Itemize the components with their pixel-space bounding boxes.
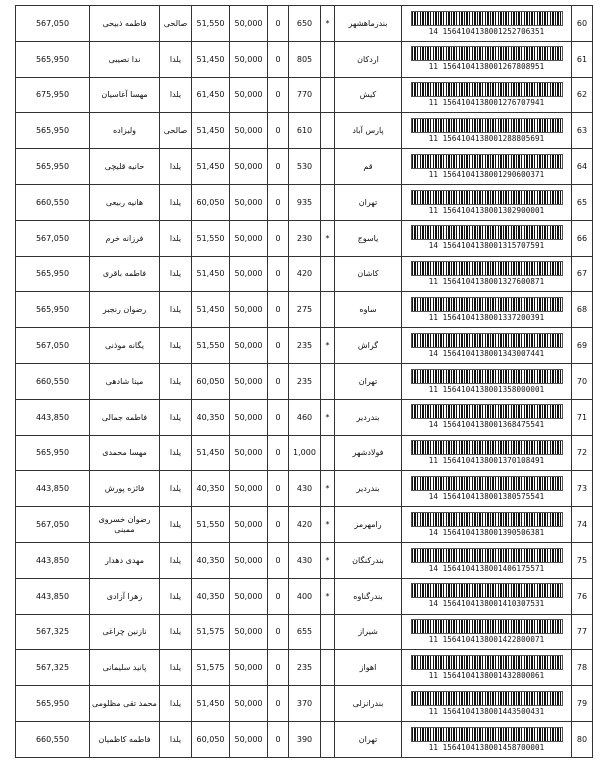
row-number-cell: 61 bbox=[572, 41, 593, 77]
recipient-name-cell: نازنین چراغی bbox=[90, 614, 160, 650]
flag-mark-cell: * bbox=[321, 471, 335, 507]
barcode-number: 1564104138001380575541 14 bbox=[428, 491, 545, 501]
type-label-cell: یلدا bbox=[160, 184, 192, 220]
amount-cell: 443,850 bbox=[16, 471, 90, 507]
amount-cell: 567,050 bbox=[16, 507, 90, 543]
barcode-cell bbox=[402, 41, 572, 77]
type-label-cell: یلدا bbox=[160, 220, 192, 256]
city-cell: بندرگناوه bbox=[335, 578, 402, 614]
barcode-cell bbox=[402, 542, 572, 578]
city-cell: فولادشهر bbox=[335, 435, 402, 471]
city-cell: کیش bbox=[335, 77, 402, 113]
barcode-icon bbox=[411, 691, 563, 706]
barcode-icon bbox=[411, 619, 563, 634]
quantity-cell: 655 bbox=[289, 614, 321, 650]
quantity-cell: 275 bbox=[289, 292, 321, 328]
barcode-cell bbox=[402, 363, 572, 399]
amount-cell: 565,950 bbox=[16, 292, 90, 328]
row-number-cell: 74 bbox=[572, 507, 593, 543]
zero-value-cell: 0 bbox=[268, 292, 289, 328]
zero-value-cell: 0 bbox=[268, 363, 289, 399]
zero-value-cell: 0 bbox=[268, 686, 289, 722]
subtotal-cell: 51,450 bbox=[192, 256, 230, 292]
row-number-cell: 69 bbox=[572, 328, 593, 364]
barcode-number: 1564104138001343007441 14 bbox=[428, 348, 545, 358]
base-amount-cell: 50,000 bbox=[230, 686, 268, 722]
row-number-cell: 75 bbox=[572, 542, 593, 578]
amount-cell: 567,325 bbox=[16, 614, 90, 650]
base-amount-cell: 50,000 bbox=[230, 399, 268, 435]
city-cell: بندرماهشهر bbox=[335, 6, 402, 42]
zero-value-cell: 0 bbox=[268, 220, 289, 256]
type-label-cell: یلدا bbox=[160, 399, 192, 435]
table-row bbox=[16, 399, 593, 435]
barcode-icon bbox=[411, 11, 563, 26]
row-number-cell: 70 bbox=[572, 363, 593, 399]
recipient-name-cell: رضوان خسروی ممبنی bbox=[90, 507, 160, 543]
recipient-name-cell: فائزه پورش bbox=[90, 471, 160, 507]
row-number-cell: 72 bbox=[572, 435, 593, 471]
recipient-name-cell: پانید سلیمانی bbox=[90, 650, 160, 686]
city-cell: شیراز bbox=[335, 614, 402, 650]
city-cell: بندرانزلی bbox=[335, 686, 402, 722]
barcode-cell bbox=[402, 6, 572, 42]
base-amount-cell: 50,000 bbox=[230, 650, 268, 686]
base-amount-cell: 50,000 bbox=[230, 721, 268, 757]
barcode-icon bbox=[411, 655, 563, 670]
recipient-name-cell: مهسا آغاسیان bbox=[90, 77, 160, 113]
flag-mark-cell: * bbox=[321, 6, 335, 42]
city-cell: یاسوج bbox=[335, 220, 402, 256]
barcode-cell bbox=[402, 328, 572, 364]
recipient-name-cell: هانیه ربیعی bbox=[90, 184, 160, 220]
type-label-cell: یلدا bbox=[160, 471, 192, 507]
amount-cell: 660,550 bbox=[16, 721, 90, 757]
recipient-name-cell: فاطمه ذبیحی bbox=[90, 6, 160, 42]
zero-value-cell: 0 bbox=[268, 721, 289, 757]
barcode-icon bbox=[411, 261, 563, 276]
row-number-cell: 60 bbox=[572, 6, 593, 42]
base-amount-cell: 50,000 bbox=[230, 507, 268, 543]
table-row bbox=[16, 184, 593, 220]
amount-cell: 660,550 bbox=[16, 363, 90, 399]
flag-mark-cell bbox=[321, 41, 335, 77]
table-row bbox=[16, 6, 593, 42]
flag-mark-cell: * bbox=[321, 578, 335, 614]
city-cell: تهران bbox=[335, 721, 402, 757]
base-amount-cell: 50,000 bbox=[230, 328, 268, 364]
row-number-cell: 77 bbox=[572, 614, 593, 650]
subtotal-cell: 51,450 bbox=[192, 292, 230, 328]
quantity-cell: 390 bbox=[289, 721, 321, 757]
subtotal-cell: 40,350 bbox=[192, 399, 230, 435]
amount-cell: 567,325 bbox=[16, 650, 90, 686]
flag-mark-cell bbox=[321, 721, 335, 757]
flag-mark-cell bbox=[321, 77, 335, 113]
zero-value-cell: 0 bbox=[268, 542, 289, 578]
base-amount-cell: 50,000 bbox=[230, 220, 268, 256]
table-row bbox=[16, 542, 593, 578]
recipient-name-cell: محمد تقی مظلومی bbox=[90, 686, 160, 722]
recipient-name-cell: رضوان رنجبر bbox=[90, 292, 160, 328]
subtotal-cell: 61,450 bbox=[192, 77, 230, 113]
barcode-number: 1564104138001422800071 11 bbox=[428, 635, 545, 645]
barcode-cell bbox=[402, 721, 572, 757]
type-label-cell: یلدا bbox=[160, 149, 192, 185]
base-amount-cell: 50,000 bbox=[230, 184, 268, 220]
amount-cell: 660,550 bbox=[16, 184, 90, 220]
barcode-icon bbox=[411, 46, 563, 61]
subtotal-cell: 60,050 bbox=[192, 363, 230, 399]
quantity-cell: 430 bbox=[289, 471, 321, 507]
amount-cell: 565,950 bbox=[16, 686, 90, 722]
zero-value-cell: 0 bbox=[268, 399, 289, 435]
barcode-icon bbox=[411, 369, 563, 384]
city-cell: تهران bbox=[335, 363, 402, 399]
city-cell: اهواز bbox=[335, 650, 402, 686]
subtotal-cell: 51,450 bbox=[192, 435, 230, 471]
table-row bbox=[16, 328, 593, 364]
base-amount-cell: 50,000 bbox=[230, 113, 268, 149]
barcode-number: 1564104138001290600371 11 bbox=[428, 169, 545, 179]
table-row bbox=[16, 614, 593, 650]
zero-value-cell: 0 bbox=[268, 471, 289, 507]
quantity-cell: 400 bbox=[289, 578, 321, 614]
recipient-name-cell: یگانه موذنی bbox=[90, 328, 160, 364]
type-label-cell: یلدا bbox=[160, 507, 192, 543]
base-amount-cell: 50,000 bbox=[230, 256, 268, 292]
amount-cell: 443,850 bbox=[16, 399, 90, 435]
type-label-cell: یلدا bbox=[160, 363, 192, 399]
amount-cell: 567,050 bbox=[16, 328, 90, 364]
barcode-cell bbox=[402, 686, 572, 722]
amount-cell: 565,950 bbox=[16, 435, 90, 471]
table-body bbox=[16, 6, 593, 758]
amount-cell: 565,950 bbox=[16, 256, 90, 292]
barcode-number: 1564104138001337200391 11 bbox=[428, 312, 545, 322]
recipient-name-cell: حانیه قلیچی bbox=[90, 149, 160, 185]
city-cell: گراش bbox=[335, 328, 402, 364]
row-number-cell: 76 bbox=[572, 578, 593, 614]
barcode-cell bbox=[402, 507, 572, 543]
quantity-cell: 230 bbox=[289, 220, 321, 256]
subtotal-cell: 51,550 bbox=[192, 220, 230, 256]
quantity-cell: 770 bbox=[289, 77, 321, 113]
quantity-cell: 530 bbox=[289, 149, 321, 185]
recipient-name-cell: مهدی دهدار bbox=[90, 542, 160, 578]
row-number-cell: 62 bbox=[572, 77, 593, 113]
flag-mark-cell bbox=[321, 113, 335, 149]
barcode-number: 1564104138001276707941 11 bbox=[428, 98, 545, 108]
quantity-cell: 370 bbox=[289, 686, 321, 722]
quantity-cell: 1,000 bbox=[289, 435, 321, 471]
quantity-cell: 235 bbox=[289, 328, 321, 364]
subtotal-cell: 51,450 bbox=[192, 41, 230, 77]
recipient-name-cell: مهسا محمدی bbox=[90, 435, 160, 471]
barcode-cell bbox=[402, 578, 572, 614]
table-row bbox=[16, 363, 593, 399]
barcode-icon bbox=[411, 512, 563, 527]
row-number-cell: 79 bbox=[572, 686, 593, 722]
barcode-cell bbox=[402, 184, 572, 220]
row-number-cell: 63 bbox=[572, 113, 593, 149]
city-cell: پارس آباد bbox=[335, 113, 402, 149]
city-cell: بندرکنگان bbox=[335, 542, 402, 578]
base-amount-cell: 50,000 bbox=[230, 435, 268, 471]
recipient-name-cell: زهرا آزادی bbox=[90, 578, 160, 614]
flag-mark-cell: * bbox=[321, 399, 335, 435]
type-label-cell: یلدا bbox=[160, 77, 192, 113]
amount-cell: 443,850 bbox=[16, 542, 90, 578]
base-amount-cell: 50,000 bbox=[230, 77, 268, 113]
zero-value-cell: 0 bbox=[268, 578, 289, 614]
flag-mark-cell bbox=[321, 435, 335, 471]
base-amount-cell: 50,000 bbox=[230, 614, 268, 650]
table-row bbox=[16, 77, 593, 113]
table-row bbox=[16, 256, 593, 292]
subtotal-cell: 60,050 bbox=[192, 184, 230, 220]
barcode-number: 1564104138001315707591 14 bbox=[428, 241, 545, 251]
quantity-cell: 235 bbox=[289, 650, 321, 686]
subtotal-cell: 51,550 bbox=[192, 507, 230, 543]
subtotal-cell: 40,350 bbox=[192, 578, 230, 614]
barcode-icon bbox=[411, 82, 563, 97]
barcode-number: 1564104138001458700001 11 bbox=[428, 742, 545, 752]
type-label-cell: یلدا bbox=[160, 256, 192, 292]
barcode-cell bbox=[402, 149, 572, 185]
type-label-cell: یلدا bbox=[160, 435, 192, 471]
quantity-cell: 460 bbox=[289, 399, 321, 435]
quantity-cell: 935 bbox=[289, 184, 321, 220]
type-label-cell: صالحی bbox=[160, 6, 192, 42]
flag-mark-cell: * bbox=[321, 507, 335, 543]
city-cell: رامهرمز bbox=[335, 507, 402, 543]
barcode-icon bbox=[411, 404, 563, 419]
barcode-cell bbox=[402, 650, 572, 686]
table-row bbox=[16, 149, 593, 185]
row-number-cell: 67 bbox=[572, 256, 593, 292]
barcode-cell bbox=[402, 471, 572, 507]
barcode-cell bbox=[402, 113, 572, 149]
flag-mark-cell bbox=[321, 686, 335, 722]
flag-mark-cell: * bbox=[321, 220, 335, 256]
type-label-cell: یلدا bbox=[160, 292, 192, 328]
city-cell: بندردیر bbox=[335, 399, 402, 435]
barcode-icon bbox=[411, 190, 563, 205]
table-row bbox=[16, 471, 593, 507]
flag-mark-cell bbox=[321, 650, 335, 686]
base-amount-cell: 50,000 bbox=[230, 292, 268, 328]
city-cell: کاشان bbox=[335, 256, 402, 292]
barcode-number: 1564104138001267808951 11 bbox=[428, 62, 545, 72]
zero-value-cell: 0 bbox=[268, 650, 289, 686]
barcode-cell bbox=[402, 77, 572, 113]
quantity-cell: 235 bbox=[289, 363, 321, 399]
flag-mark-cell bbox=[321, 184, 335, 220]
zero-value-cell: 0 bbox=[268, 435, 289, 471]
barcode-number: 1564104138001390506381 14 bbox=[428, 527, 545, 537]
barcode-number: 1564104138001443500431 11 bbox=[428, 706, 545, 716]
zero-value-cell: 0 bbox=[268, 149, 289, 185]
row-number-cell: 65 bbox=[572, 184, 593, 220]
flag-mark-cell bbox=[321, 292, 335, 328]
barcode-number: 1564104138001302900001 11 bbox=[428, 205, 545, 215]
quantity-cell: 430 bbox=[289, 542, 321, 578]
quantity-cell: 650 bbox=[289, 6, 321, 42]
type-label-cell: یلدا bbox=[160, 614, 192, 650]
barcode-cell bbox=[402, 256, 572, 292]
table-row bbox=[16, 686, 593, 722]
zero-value-cell: 0 bbox=[268, 614, 289, 650]
amount-cell: 565,950 bbox=[16, 149, 90, 185]
row-number-cell: 73 bbox=[572, 471, 593, 507]
subtotal-cell: 40,350 bbox=[192, 542, 230, 578]
recipient-name-cell: فاطمه جمالی bbox=[90, 399, 160, 435]
type-label-cell: یلدا bbox=[160, 721, 192, 757]
amount-cell: 443,850 bbox=[16, 578, 90, 614]
barcode-icon bbox=[411, 476, 563, 491]
barcode-icon bbox=[411, 583, 563, 598]
quantity-cell: 805 bbox=[289, 41, 321, 77]
table-row bbox=[16, 435, 593, 471]
flag-mark-cell bbox=[321, 363, 335, 399]
barcode-number: 1564104138001406175571 14 bbox=[428, 563, 545, 573]
table-row bbox=[16, 650, 593, 686]
barcode-cell bbox=[402, 399, 572, 435]
recipient-name-cell: فاطمه باقری bbox=[90, 256, 160, 292]
flag-mark-cell bbox=[321, 149, 335, 185]
barcode-number: 1564104138001370108491 11 bbox=[428, 456, 545, 466]
flag-mark-cell: * bbox=[321, 542, 335, 578]
zero-value-cell: 0 bbox=[268, 256, 289, 292]
table-row bbox=[16, 578, 593, 614]
type-label-cell: صالحی bbox=[160, 113, 192, 149]
barcode-number: 1564104138001432800061 11 bbox=[428, 670, 545, 680]
barcode-icon bbox=[411, 548, 563, 563]
amount-cell: 567,050 bbox=[16, 220, 90, 256]
type-label-cell: یلدا bbox=[160, 578, 192, 614]
zero-value-cell: 0 bbox=[268, 328, 289, 364]
city-cell: بندردیر bbox=[335, 471, 402, 507]
amount-cell: 675,950 bbox=[16, 77, 90, 113]
barcode-cell bbox=[402, 614, 572, 650]
zero-value-cell: 0 bbox=[268, 184, 289, 220]
table-row bbox=[16, 507, 593, 543]
table-row bbox=[16, 113, 593, 149]
recipient-name-cell: ولیزاده bbox=[90, 113, 160, 149]
base-amount-cell: 50,000 bbox=[230, 578, 268, 614]
base-amount-cell: 50,000 bbox=[230, 471, 268, 507]
barcode-cell bbox=[402, 292, 572, 328]
quantity-cell: 610 bbox=[289, 113, 321, 149]
recipient-name-cell: فرزانه خرم bbox=[90, 220, 160, 256]
amount-cell: 567,050 bbox=[16, 6, 90, 42]
barcode-number: 1564104138001368475541 14 bbox=[428, 420, 545, 430]
table-row bbox=[16, 721, 593, 757]
city-cell: قم bbox=[335, 149, 402, 185]
amount-cell: 565,950 bbox=[16, 113, 90, 149]
subtotal-cell: 51,450 bbox=[192, 113, 230, 149]
city-cell: ساوه bbox=[335, 292, 402, 328]
table-row bbox=[16, 220, 593, 256]
row-number-cell: 78 bbox=[572, 650, 593, 686]
city-cell: اردکان bbox=[335, 41, 402, 77]
barcode-icon bbox=[411, 440, 563, 455]
zero-value-cell: 0 bbox=[268, 6, 289, 42]
barcode-icon bbox=[411, 225, 563, 240]
base-amount-cell: 50,000 bbox=[230, 41, 268, 77]
flag-mark-cell bbox=[321, 256, 335, 292]
barcode-cell bbox=[402, 435, 572, 471]
base-amount-cell: 50,000 bbox=[230, 149, 268, 185]
barcode-number: 1564104138001358000001 11 bbox=[428, 384, 545, 394]
city-cell: تهران bbox=[335, 184, 402, 220]
zero-value-cell: 0 bbox=[268, 113, 289, 149]
subtotal-cell: 40,350 bbox=[192, 471, 230, 507]
quantity-cell: 420 bbox=[289, 507, 321, 543]
subtotal-cell: 51,550 bbox=[192, 6, 230, 42]
subtotal-cell: 51,450 bbox=[192, 686, 230, 722]
flag-mark-cell bbox=[321, 614, 335, 650]
subtotal-cell: 51,575 bbox=[192, 650, 230, 686]
base-amount-cell: 50,000 bbox=[230, 6, 268, 42]
table-row bbox=[16, 292, 593, 328]
barcode-icon bbox=[411, 154, 563, 169]
subtotal-cell: 60,050 bbox=[192, 721, 230, 757]
subtotal-cell: 51,575 bbox=[192, 614, 230, 650]
barcode-number: 1564104138001327600871 11 bbox=[428, 277, 545, 287]
type-label-cell: یلدا bbox=[160, 41, 192, 77]
row-number-cell: 71 bbox=[572, 399, 593, 435]
type-label-cell: یلدا bbox=[160, 328, 192, 364]
shipment-table bbox=[15, 5, 593, 758]
barcode-icon bbox=[411, 297, 563, 312]
barcode-number: 1564104138001252706351 14 bbox=[428, 26, 545, 36]
row-number-cell: 68 bbox=[572, 292, 593, 328]
barcode-number: 1564104138001410307531 14 bbox=[428, 599, 545, 609]
zero-value-cell: 0 bbox=[268, 41, 289, 77]
row-number-cell: 64 bbox=[572, 149, 593, 185]
recipient-name-cell: ندا نصیبی bbox=[90, 41, 160, 77]
subtotal-cell: 51,450 bbox=[192, 149, 230, 185]
barcode-icon bbox=[411, 118, 563, 133]
amount-cell: 565,950 bbox=[16, 41, 90, 77]
row-number-cell: 80 bbox=[572, 721, 593, 757]
row-number-cell: 66 bbox=[572, 220, 593, 256]
zero-value-cell: 0 bbox=[268, 77, 289, 113]
zero-value-cell: 0 bbox=[268, 507, 289, 543]
base-amount-cell: 50,000 bbox=[230, 542, 268, 578]
barcode-cell bbox=[402, 220, 572, 256]
recipient-name-cell: فاطمه کاظمیان bbox=[90, 721, 160, 757]
barcode-number: 1564104138001288805691 11 bbox=[428, 133, 545, 143]
type-label-cell: یلدا bbox=[160, 650, 192, 686]
type-label-cell: یلدا bbox=[160, 686, 192, 722]
type-label-cell: یلدا bbox=[160, 542, 192, 578]
barcode-icon bbox=[411, 333, 563, 348]
recipient-name-cell: مینا شادهی bbox=[90, 363, 160, 399]
table-row bbox=[16, 41, 593, 77]
flag-mark-cell: * bbox=[321, 328, 335, 364]
quantity-cell: 420 bbox=[289, 256, 321, 292]
subtotal-cell: 51,550 bbox=[192, 328, 230, 364]
barcode-icon bbox=[411, 727, 563, 742]
base-amount-cell: 50,000 bbox=[230, 363, 268, 399]
